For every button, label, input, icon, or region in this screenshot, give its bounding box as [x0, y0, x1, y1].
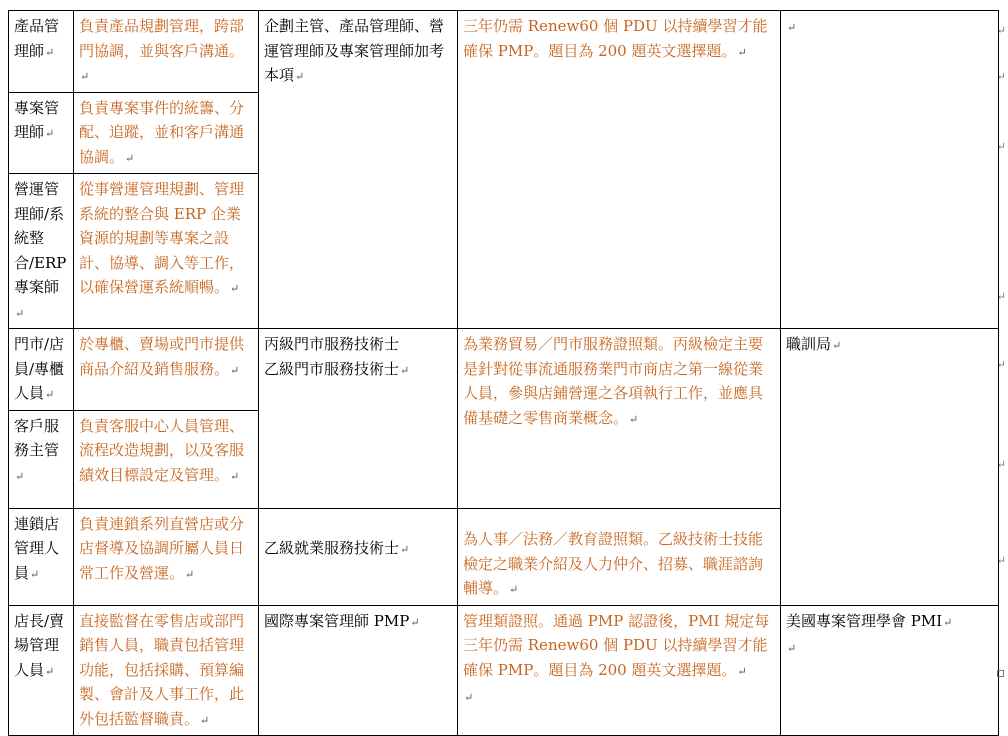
job-title-cell: 產品管理師↵ [9, 11, 74, 93]
certification-note-cell: 三年仍需 Renew60 個 PDU 以持續學習才能確保 PMP。題目為 200 題英文選擇題。↵ [458, 11, 781, 329]
job-description-cell: 負責產品規劃管理，跨部門協調，並與客戶溝通。↵ [74, 11, 259, 93]
certification-note-cell: 為業務貿易／門市服務證照類。丙級檢定主要是針對從事流通服務業門市商店之第一線從業人員，參與店鋪營運之各項執行工作，並應具備基礎之零售商業概念。↵ [458, 329, 781, 509]
job-title-cell: 店長/賣場管理人員↵ [9, 605, 74, 736]
job-description-cell: 負責客服中心人員管理、流程改造規劃，以及客服績效目標設定及管理。↵ [74, 410, 259, 508]
table-row [9, 11, 999, 93]
table-row [9, 329, 999, 411]
certification-name-cell: 乙級就業服務技術士↵ [259, 508, 458, 605]
issuing-organization-cell: 職訓局↵ [781, 329, 999, 606]
end-of-row-mark: ↵ [996, 554, 1006, 567]
certification-name-cell: 企劃主管、產品管理師、營運管理師及專案管理師加考本項↵ [259, 11, 458, 329]
table-row [9, 605, 999, 736]
job-title-cell: 專案管理師↵ [9, 92, 74, 174]
end-of-row-mark: ↵ [996, 70, 1006, 83]
certification-table [8, 10, 999, 736]
job-title-cell: 營運管理師/系統整合/ERP專案師↵ [9, 174, 74, 329]
certification-note-cell: 為人事／法務／教育證照類。乙級技術士技能檢定之職業介紹及人力仲介、招募、職涯諮詢輔導。↵ [458, 508, 781, 605]
certification-name-cell: 丙級門市服務技術士 乙級門市服務技術士↵ [259, 329, 458, 509]
job-title-cell: 連鎖店管理人員↵ [9, 508, 74, 605]
job-title-cell: 客戶服務主管↵ [9, 410, 74, 508]
issuing-organization-cell: 美國專案管理學會 PMI↵ ↵ [781, 605, 999, 736]
end-of-row-mark: ↵ [996, 290, 1006, 303]
end-of-row-mark: ↵ [996, 140, 1006, 153]
job-description-cell: 於專櫃、賣場或門市提供商品介紹及銷售服務。↵ [74, 329, 259, 411]
job-description-cell: 直接監督在零售店或部門銷售人員，職責包括管理功能，包括採購、預算編製、會計及人事工作，此外包括監督職責。↵ [74, 605, 259, 736]
job-description-cell: 負責專案事件的統籌、分配、追蹤，並和客戶溝通協調。↵ [74, 92, 259, 174]
table-resize-handle[interactable] [997, 670, 1004, 677]
end-of-row-mark: ↵ [996, 358, 1006, 371]
issuing-organization-cell: ↵ [781, 11, 999, 329]
certification-name-cell: 國際專案管理師 PMP↵ [259, 605, 458, 736]
end-of-row-mark: ↵ [996, 24, 1006, 37]
job-description-cell: 從事營運管理規劃、管理系統的整合與 ERP 企業資源的規劃等專案之設計、協導、調入等工作，以確保營運系統順暢。↵ [74, 174, 259, 329]
job-title-cell: 門市/店員/專櫃人員↵ [9, 329, 74, 411]
end-of-row-mark: ↵ [996, 458, 1006, 471]
certification-note-cell: 管理類證照。通過 PMP 認證後，PMI 規定每三年仍需 Renew60 個 PDU 以持續學習才能確保 PMP。題目為 200 題英文選擇題。↵ ↵ [458, 605, 781, 736]
job-description-cell: 負責連鎖系列直營店或分店督導及協調所屬人員日常工作及營運。↵ [74, 508, 259, 605]
